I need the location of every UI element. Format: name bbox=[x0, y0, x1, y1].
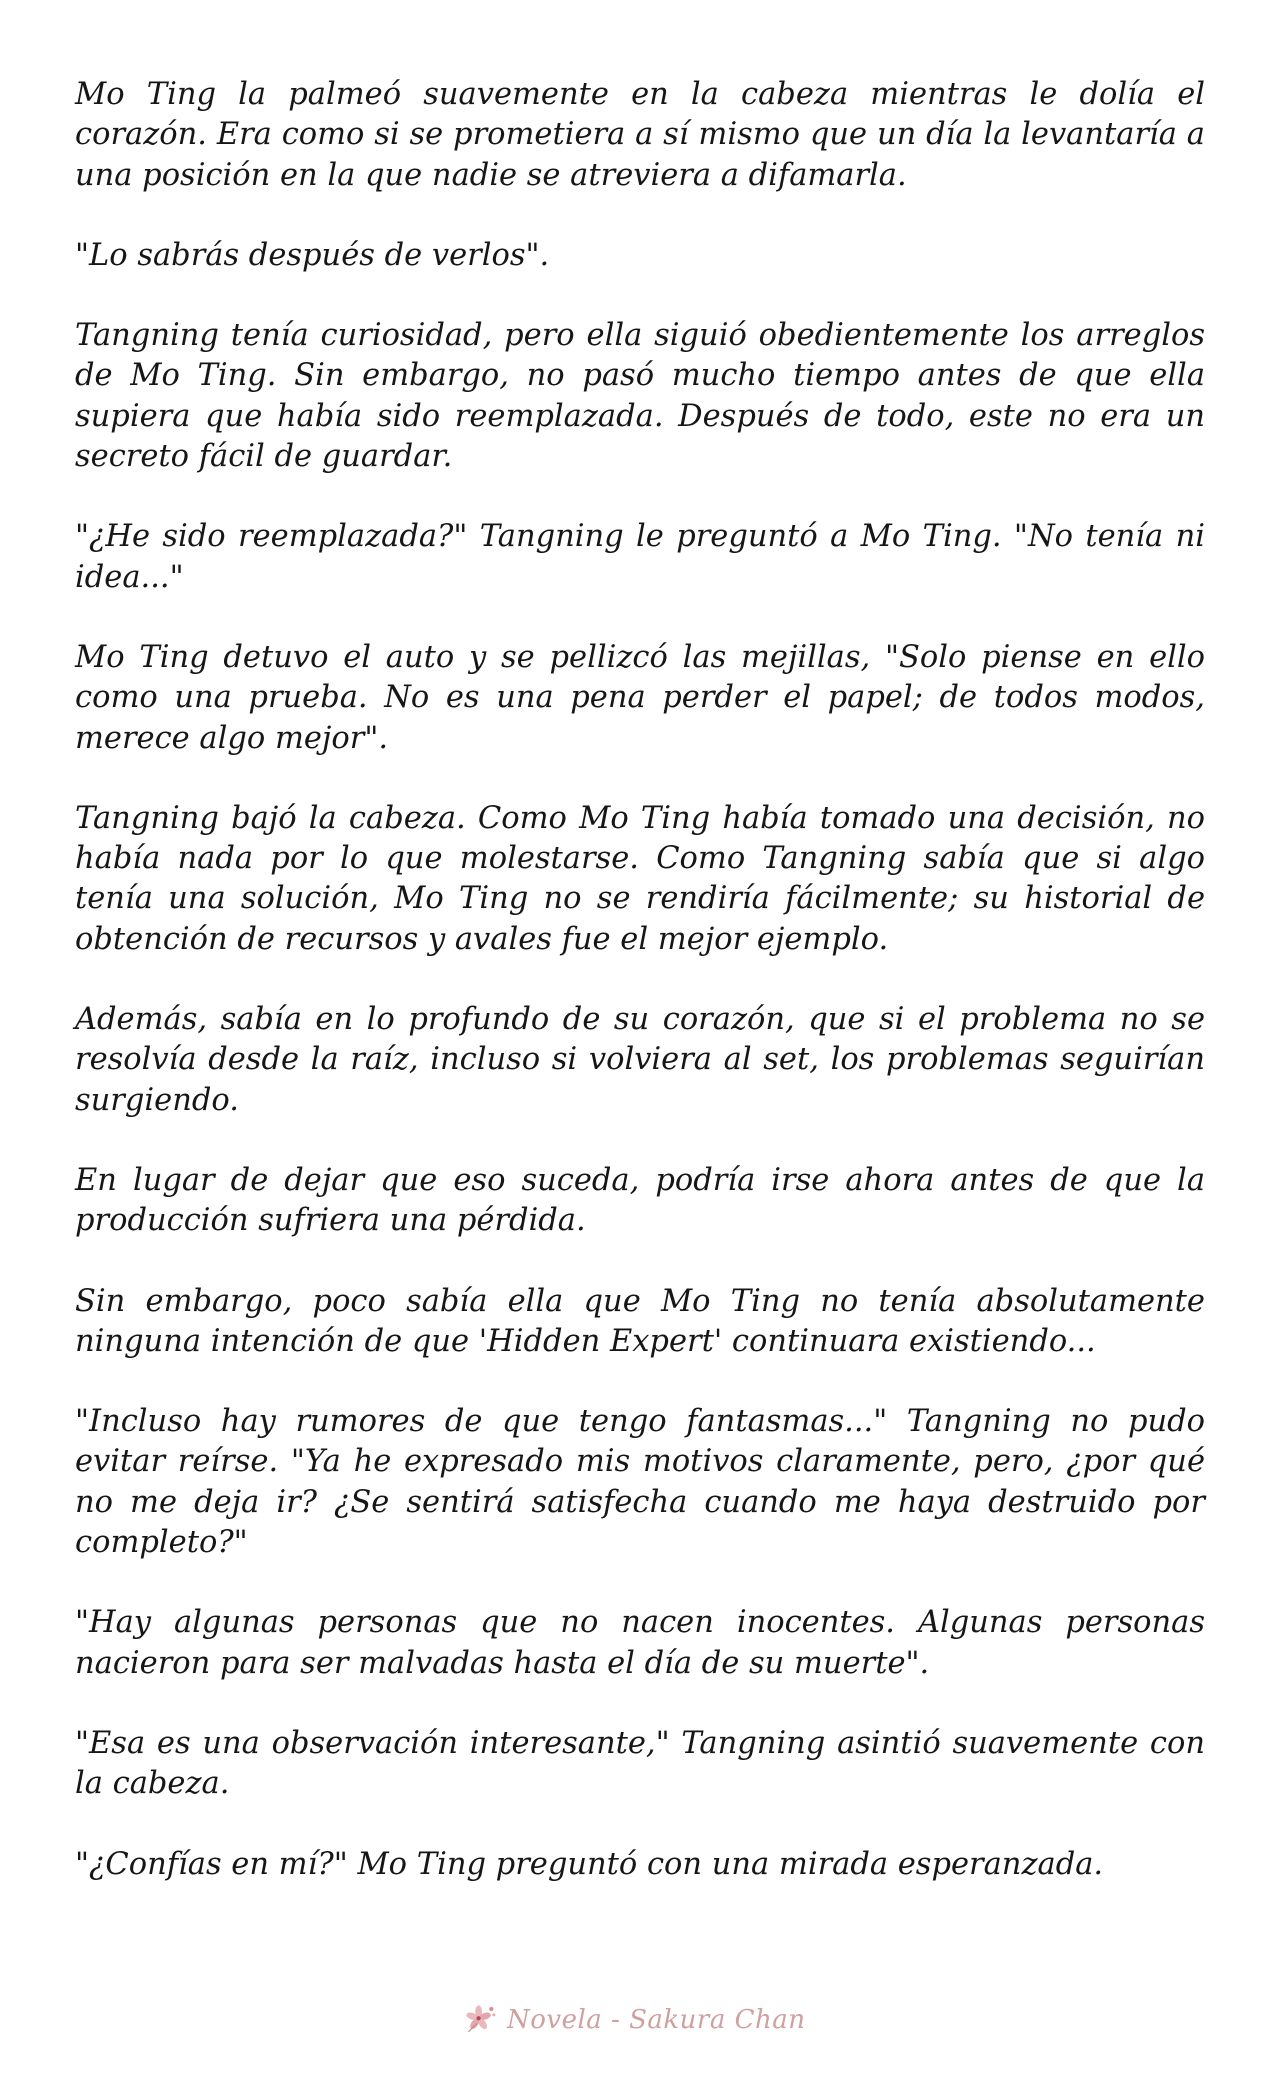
paragraph-13: "¿Confías en mí?" Mo Ting preguntó con una mirada esperanzada. bbox=[75, 1846, 1104, 1882]
paragraph-2: "Lo sabrás después de verlos". bbox=[75, 237, 550, 273]
paragraph-4: "¿He sido reemplazada?" Tangning le preguntó a Mo Ting. "No tenía ni idea..." bbox=[75, 519, 1205, 595]
document-body bbox=[75, 75, 1205, 1925]
paragraph-3: Tangning tenía curiosidad, pero ella siguió obedientemente los arreglos de Mo Ting. Sin embargo, no pasó mucho tiempo antes de que ella supiera que había sido reemplazada. Después de todo, este no era un secreto fácil de guardar. bbox=[75, 318, 1205, 475]
paragraph-7: Además, sabía en lo profundo de su corazón, que si el problema no se resolvía desde la raíz, incluso si volviera al set, los problemas seguirían surgiendo. bbox=[75, 1002, 1205, 1118]
paragraph-9: Sin embargo, poco sabía ella que Mo Ting no tenía absolutamente ninguna intención de que 'Hidden Expert' continuara existiendo... bbox=[75, 1283, 1205, 1359]
paragraph-8: En lugar de dejar que eso suceda, podría irse ahora antes de que la producción sufriera una pérdida. bbox=[75, 1162, 1205, 1239]
watermark-text: Novela - Sakura Chan bbox=[507, 2005, 806, 2035]
watermark bbox=[465, 1990, 845, 2050]
paragraph-10: "Incluso hay rumores de que tengo fantasmas..." Tangning no pudo evitar reírse. "Ya he expresado mis motivos claramente, pero, ¿por qué no me deja ir? ¿Se sentirá satisfecha cuando me haya destruido por completo?" bbox=[75, 1404, 1205, 1561]
paragraph-11: "Hay algunas personas que no nacen inocentes. Algunas personas nacieron para ser malvadas hasta el día de su muerte". bbox=[75, 1605, 1205, 1681]
paragraph-12: "Esa es una observación interesante," Tangning asintió suavemente con la cabeza. bbox=[75, 1725, 1205, 1802]
paragraph-6: Tangning bajó la cabeza. Como Mo Ting había tomado una decisión, no había nada por lo que molestarse. Como Tangning sabía que si algo tenía una solución, Mo Ting no se rendiría fácilmente; su historial de obtención de recursos y avales fue el mejor ejemplo. bbox=[75, 800, 1205, 957]
paragraph-5: Mo Ting detuvo el auto y se pellizcó las mejillas, "Solo piense en ello como una prueba. No es una pena perder el papel; de todos modos, merece algo mejor". bbox=[75, 639, 1205, 756]
paragraph-1: Mo Ting la palmeó suavemente en la cabeza mientras le dolía el corazón. Era como si se prometiera a sí mismo que un día la levantaría a una posición en la que nadie se atreviera a difamarla. bbox=[75, 77, 1205, 193]
sakura-flower-icon bbox=[465, 2003, 499, 2037]
